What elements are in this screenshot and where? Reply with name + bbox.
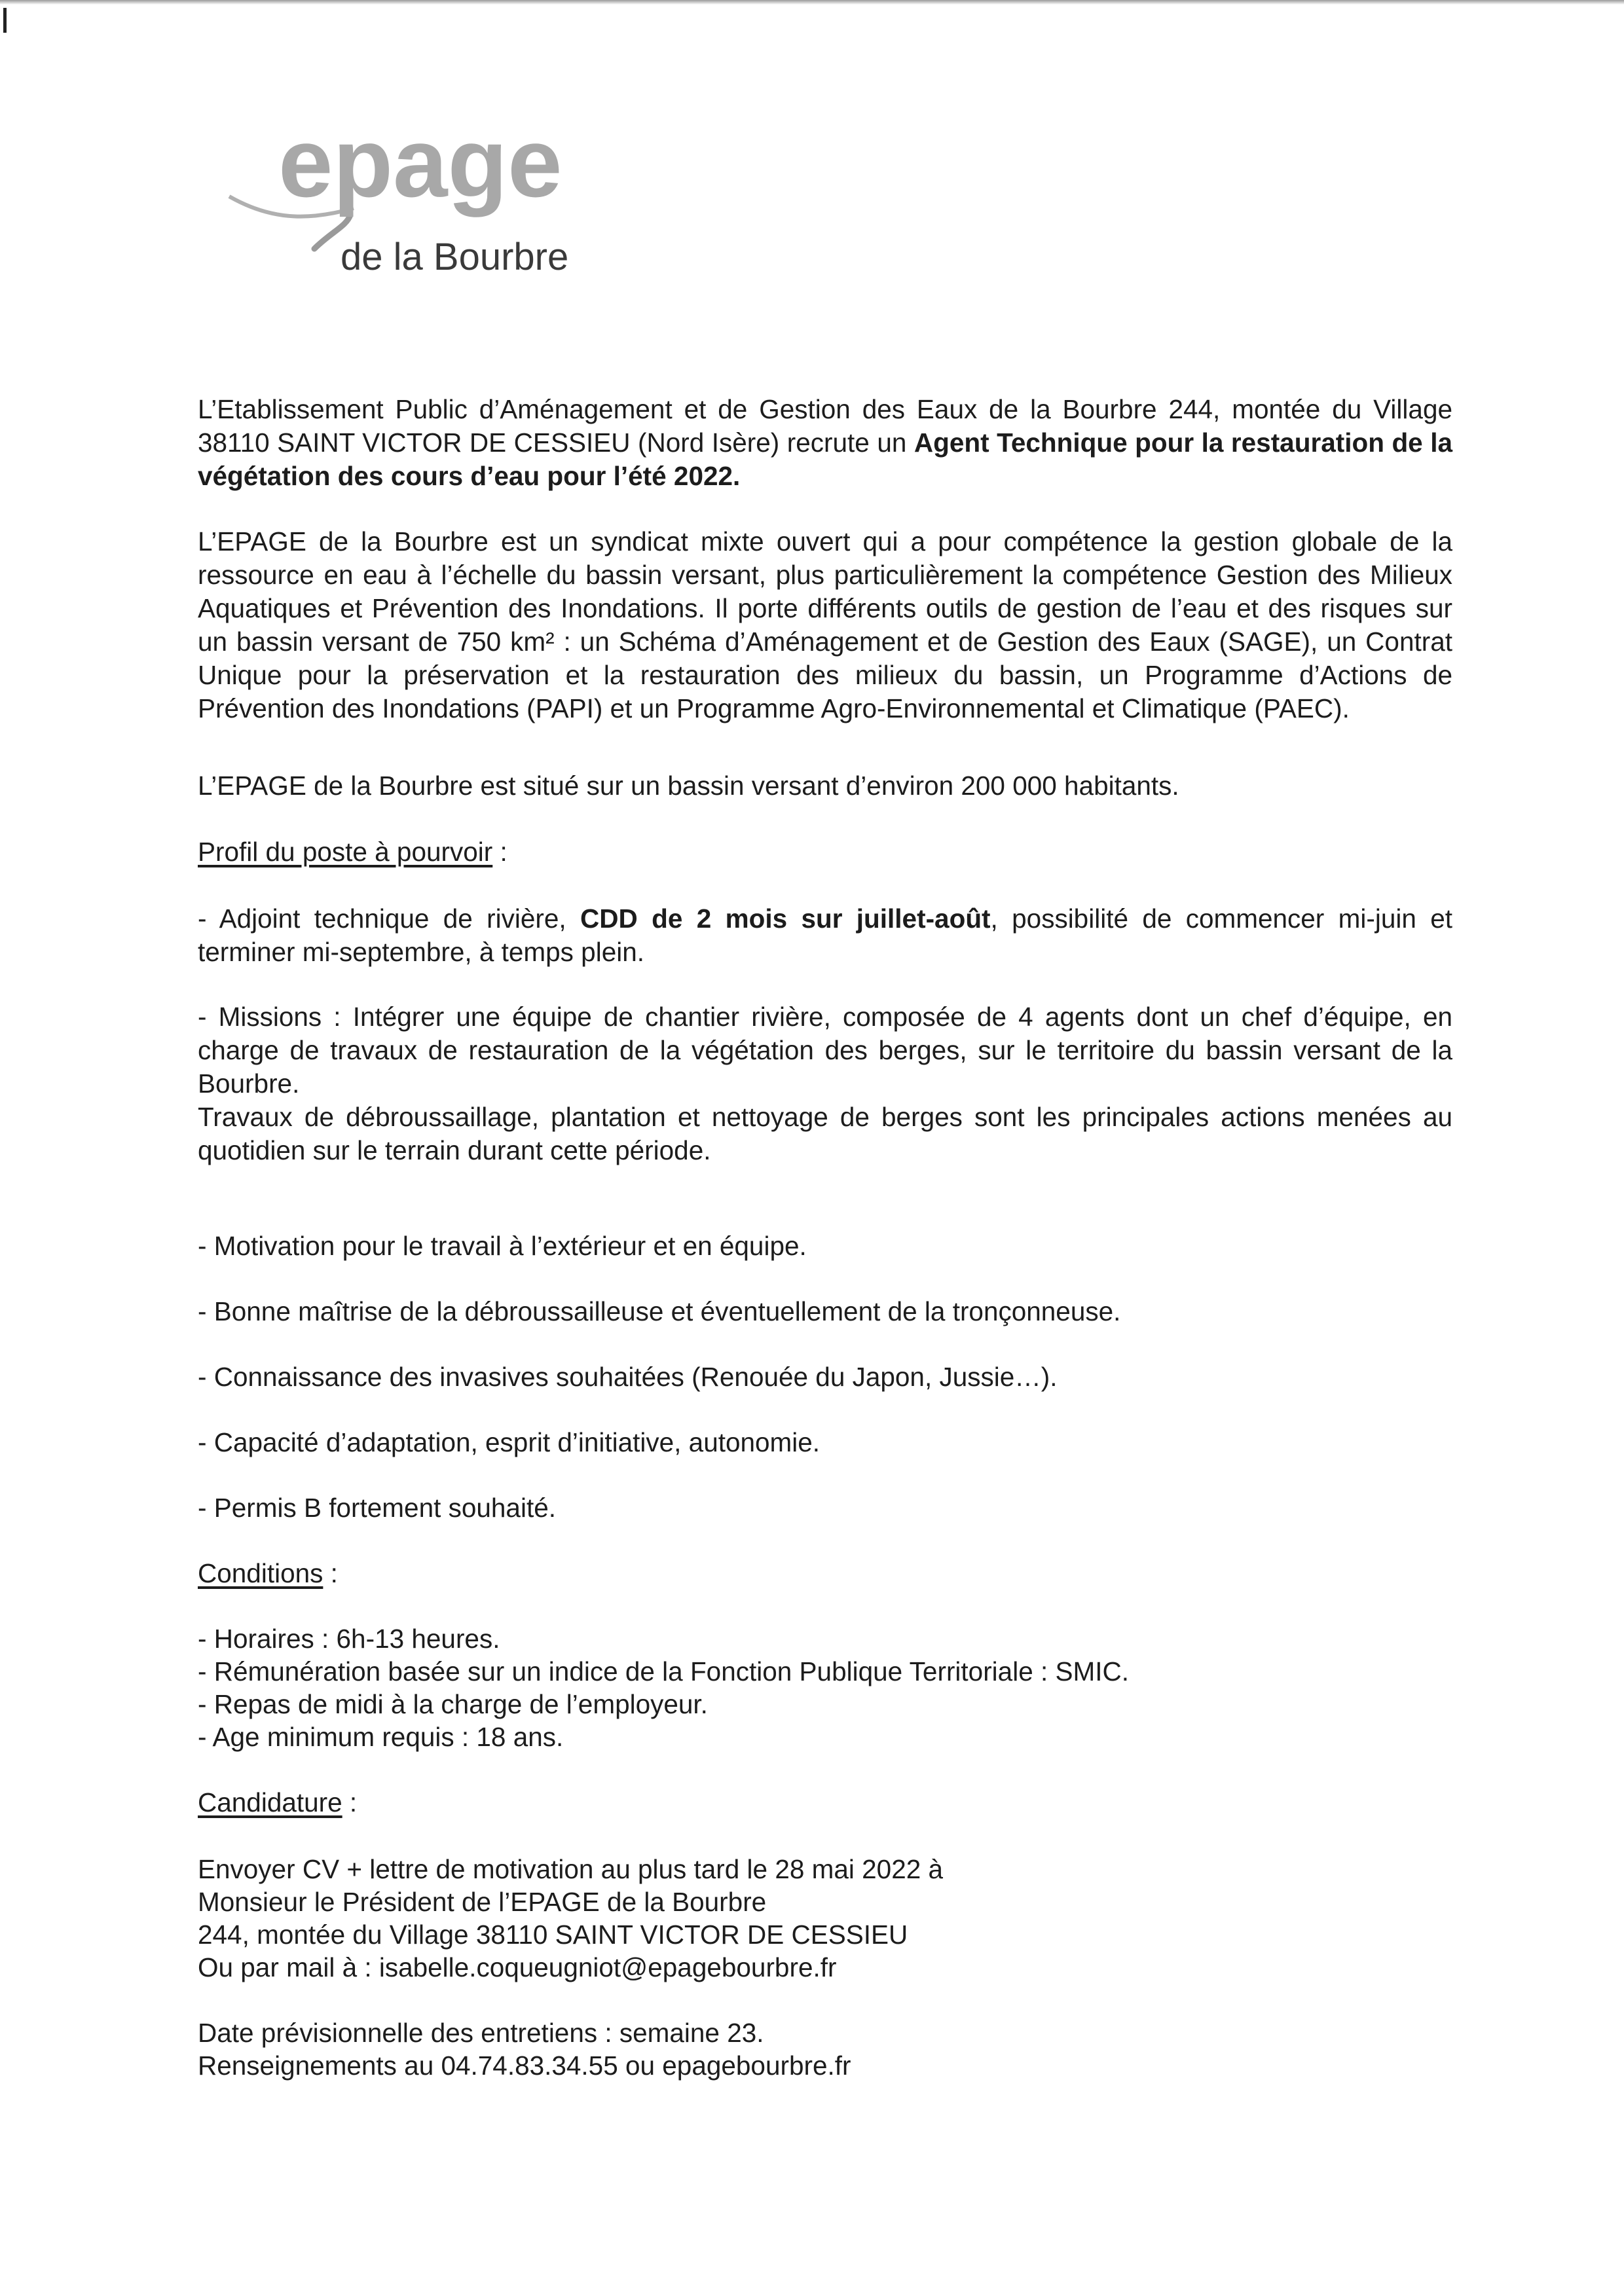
candidature-address-line: 244, montée du Village 38110 SAINT VICTOR DE CESSIEU [198,1920,908,1950]
condition-item: - Rémunération basée sur un indice de la Fonction Publique Territoriale : SMIC. [198,1656,1129,1686]
epage-logo-graphic [216,98,642,295]
conditions-heading-label: Conditions [198,1558,323,1588]
condition-item: - Age minimum requis : 18 ans. [198,1722,564,1752]
poste-paragraph [198,902,1452,969]
poste-prefix: - Adjoint technique de rivière, [198,903,581,934]
population-paragraph [198,769,1452,803]
intro-paragraph [198,393,1452,493]
requirement-item: - Connaissance des invasives souhaitées (Renouée du Japon, Jussie…). [198,1362,1058,1392]
missions-paragraph [198,1000,1452,1167]
description-text: L’EPAGE de la Bourbre est un syndicat mixte ouvert qui a pour compétence la gestion globale de la ressource en eau à l’échelle du bassin versant, plus particulièrement la compétence Gestion des Milieux Aquatiques et Prévention des Inondations. Il porte différents outils de gestion de l’eau et des risques sur un bassin versant de 750 km² : un Schéma d’Aménagement et de Gestion des Eaux (SAGE), un Contrat Unique pour la préservation et la restauration des milieux du bassin, un Programme d’Actions de Prévention des Inondations (PAPI) et un Programme Agro-Environnemental et Climatique (PAEC). [198,526,1452,723]
candidature-heading-label: Candidature [198,1787,342,1817]
travaux-text: Travaux de débroussaillage, plantation et nettoyage de berges sont les principales actions menées au quotidien sur le terrain durant cette période. [198,1102,1452,1165]
population-text: L’EPAGE de la Bourbre est situé sur un bassin versant d’environ 200 000 habitants. [198,771,1179,801]
profil-heading-label: Profil du poste à pourvoir [198,837,493,867]
poste-suffix: , possibilité de commencer mi-juin et terminer mi-septembre, à temps plein. [198,903,1452,967]
requirement-item: - Motivation pour le travail à l’extérieur et en équipe. [198,1231,807,1261]
scan-top-edge [0,0,1624,5]
profil-heading-colon: : [492,837,507,867]
intro-text: L’Etablissement Public d’Aménagement et de Gestion des Eaux de la Bourbre 244, montée du Village 38110 SAINT VICTOR DE CESSIEU (Nord Isère) recrute un [198,394,1452,458]
contact-info-line: Renseignements au 04.74.83.34.55 ou epagebourbre.fr [198,2050,851,2081]
logo-wordmark: epage [278,107,563,217]
scan-margin-mark [3,8,7,33]
profil-heading [198,835,1452,869]
conditions-heading-colon: : [323,1558,338,1588]
candidature-line: Monsieur le Président de l’EPAGE de la Bourbre [198,1887,767,1917]
description-paragraph [198,525,1452,725]
interview-date-line: Date prévisionnelle des entretiens : semaine 23. [198,2018,764,2048]
intro-job-title: Agent Technique pour la restauration de la végétation des cours d’eau pour l’été 2022. [198,428,1452,491]
conditions-heading [198,1557,1452,1590]
condition-item: - Repas de midi à la charge de l’employeur. [198,1689,708,1719]
candidature-heading [198,1786,1452,1819]
logo-subtitle: de la Bourbre [341,236,569,278]
candidature-heading-colon: : [342,1787,358,1817]
candidature-email-line: Ou par mail à : isabelle.coqueugniot@epagebourbre.fr [198,1952,837,1982]
candidature-line: Envoyer CV + lettre de motivation au plus tard le 28 mai 2022 à [198,1854,944,1884]
missions-text: - Missions : Intégrer une équipe de chantier rivière, composée de 4 agents dont un chef d’équipe, en charge de travaux de restauration de la végétation des berges, sur le territoire du bassin versant de la Bourbre. [198,1002,1452,1099]
poste-contract: CDD de 2 mois sur juillet-août [580,903,991,934]
epage-logo [216,98,642,295]
requirement-item: - Capacité d’adaptation, esprit d’initiative, autonomie. [198,1427,821,1457]
condition-item: - Horaires : 6h-13 heures. [198,1624,500,1654]
requirement-item: - Permis B fortement souhaité. [198,1493,556,1523]
requirement-item: - Bonne maîtrise de la débroussailleuse et éventuellement de la tronçonneuse. [198,1296,1121,1326]
